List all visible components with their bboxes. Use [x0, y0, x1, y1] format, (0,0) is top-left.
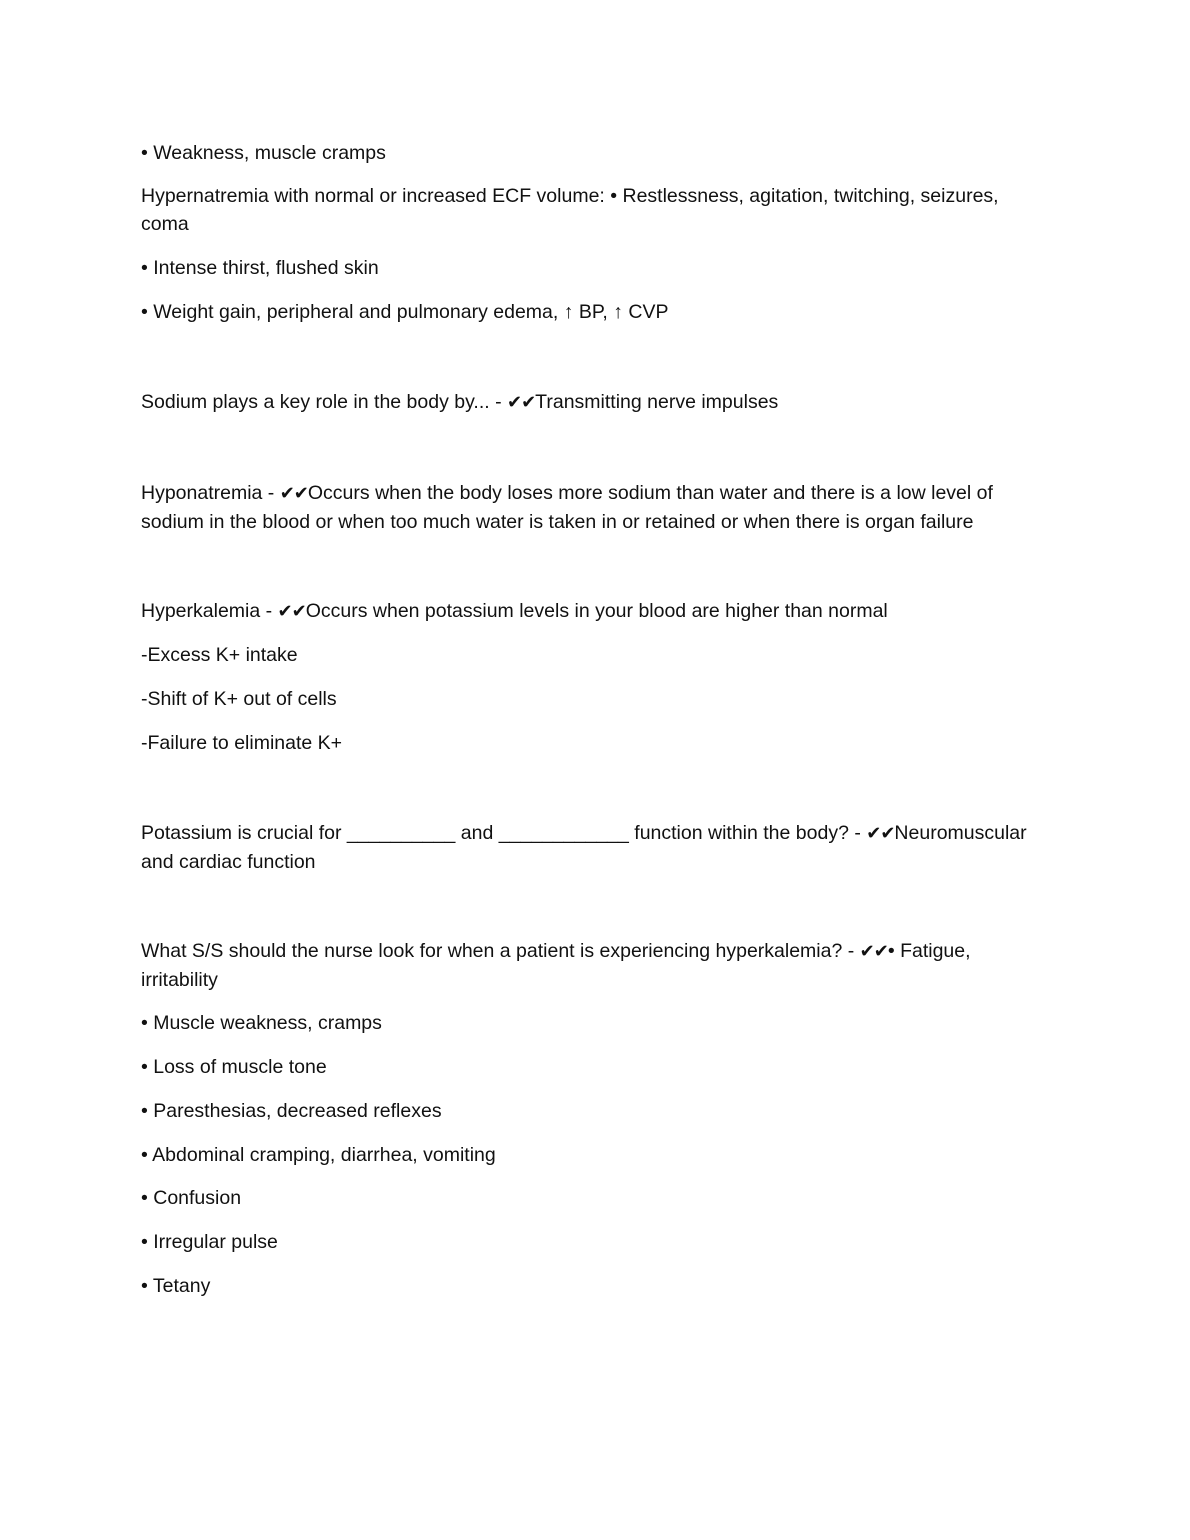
text-line: • Weight gain, peripheral and pulmonary edema, ↑ BP, ↑ CVP — [141, 301, 669, 323]
question-text: What S/S should the nurse look for when a patient is experiencing hyperkalemia? - — [141, 940, 860, 962]
list-item: • Muscle weakness, cramps — [141, 1012, 382, 1034]
qa-sodium — [141, 388, 1051, 417]
qa-hyperkalemia — [141, 597, 1051, 626]
text-line: • Intense thirst, flushed skin — [141, 257, 379, 279]
list-item: • Abdominal cramping, diarrhea, vomiting — [141, 1144, 496, 1166]
list-item: -Shift of K+ out of cells — [141, 688, 337, 710]
text-line: • Weakness, muscle cramps — [141, 142, 386, 164]
list-item: • Paresthesias, decreased reflexes — [141, 1100, 442, 1122]
answer-text: • Fatigue, irritability — [141, 940, 971, 991]
question-text: Sodium plays a key role in the body by... - — [141, 391, 507, 413]
list-item: -Excess K+ intake — [141, 644, 298, 666]
qa-hyperkalemia-ss — [141, 937, 1051, 994]
check-mark-icon: ✔✔ — [866, 823, 895, 844]
qa-hyponatremia — [141, 479, 1051, 536]
answer-text: Neuromuscular and cardiac function — [141, 822, 1027, 873]
answer-text: Occurs when the body loses more sodium than water and there is a low level of sodium in the blood or when too much water is taken in or retained or when there is organ failure — [141, 482, 993, 533]
list-item: • Confusion — [141, 1187, 242, 1209]
check-mark-icon: ✔✔ — [859, 941, 888, 962]
list-item: -Failure to eliminate K+ — [141, 732, 343, 754]
qa-potassium — [141, 819, 1051, 876]
text-line: Hypernatremia with normal or increased ECF volume: • Restlessness, agitation, twitching, seizures, coma — [141, 185, 999, 235]
check-mark-icon: ✔✔ — [279, 483, 308, 504]
question-text: Hyperkalemia - — [141, 600, 278, 622]
check-mark-icon: ✔✔ — [507, 392, 536, 413]
check-mark-icon: ✔✔ — [277, 601, 306, 622]
list-item: • Irregular pulse — [141, 1231, 278, 1253]
list-item: • Tetany — [141, 1275, 211, 1297]
list-item: • Loss of muscle tone — [141, 1056, 327, 1078]
question-text: Potassium is crucial for __________ and ____________ function within the body? - — [141, 822, 867, 844]
answer-text: Transmitting nerve impulses — [535, 391, 779, 413]
answer-text: Occurs when potassium levels in your blood are higher than normal — [305, 600, 888, 622]
question-text: Hyponatremia - — [141, 482, 280, 504]
